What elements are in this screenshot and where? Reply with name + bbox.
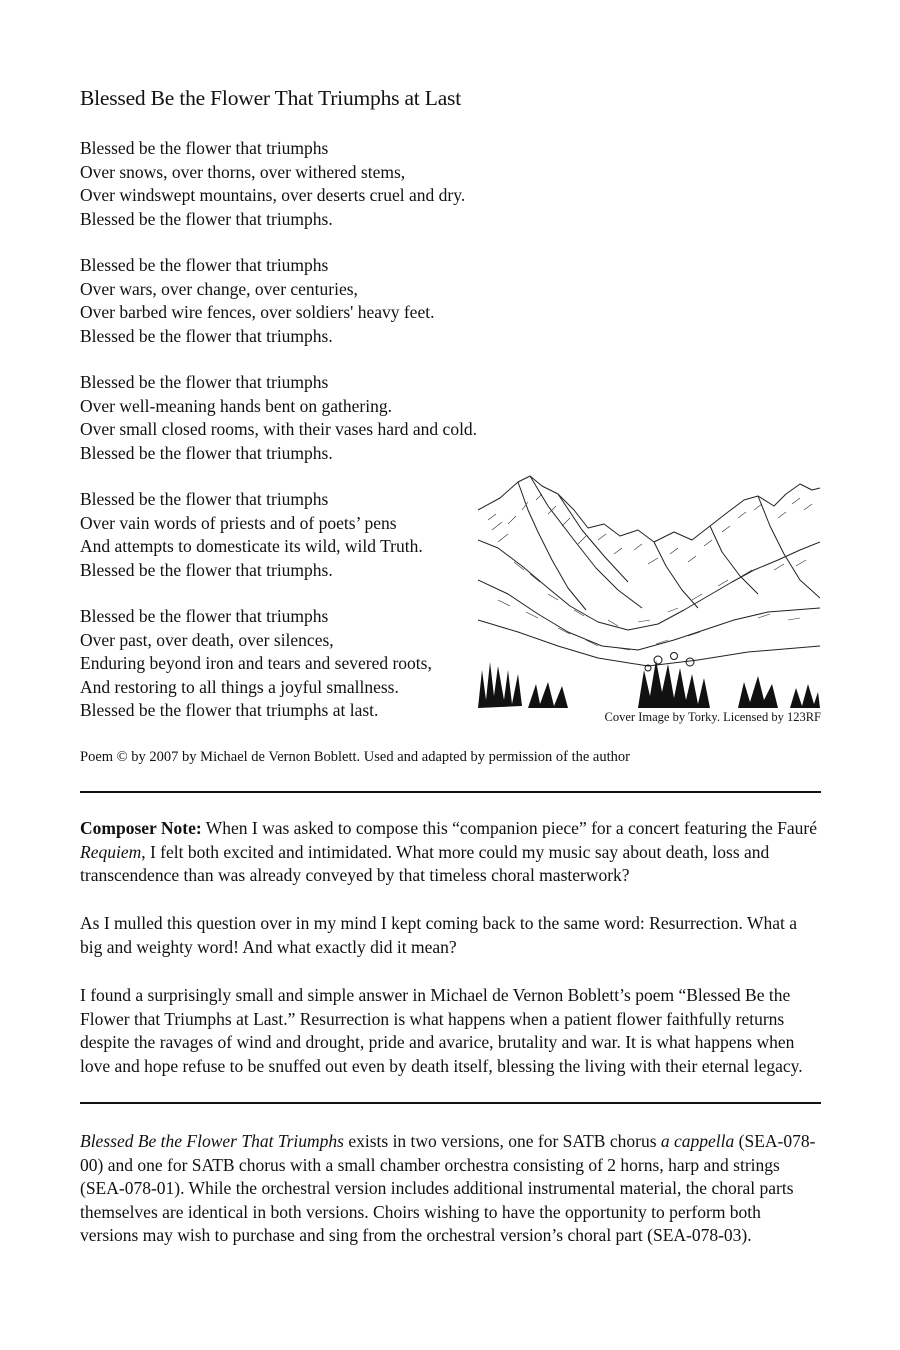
- requiem-title: Requiem: [80, 841, 142, 862]
- poem-line: And restoring to all things a joyful smallness.: [80, 676, 399, 697]
- composer-note-text: When I was asked to compose this “companion piece” for a concert featuring the Fauré: [201, 818, 818, 838]
- poem-line: Blessed be the flower that triumphs: [80, 372, 329, 392]
- image-credit: Cover Image by Torky. Licensed by 123RF: [604, 710, 821, 724]
- poem-line: Over vain words of priests and of poets’ pens: [80, 512, 397, 533]
- composer-note-label: Composer Note:: [80, 818, 202, 838]
- poem-line: Blessed be the flower that triumphs.: [80, 442, 333, 463]
- divider: [80, 791, 821, 793]
- poem-line: Over wars, over change, over centuries,: [80, 278, 358, 299]
- poem-line: Blessed be the flower that triumphs: [80, 489, 329, 509]
- poem-line: Enduring beyond iron and tears and severed roots,: [80, 653, 432, 673]
- poem-stanza-1: [80, 137, 465, 231]
- versions-paragraph: [80, 1130, 821, 1248]
- versions-text: exists in two versions, one for SATB chorus: [343, 1131, 661, 1151]
- poem-stanza-5: [80, 605, 432, 723]
- composer-note-text: , I felt both excited and intimidated. What more could my music say about death, loss and transcendence than was already conveyed by that timeless choral masterwork?: [80, 841, 770, 885]
- piece-title: Blessed Be the Flower That Triumphs: [80, 1131, 344, 1151]
- divider: [80, 1102, 821, 1104]
- composer-note-paragraph-3: I found a surprisingly small and simple answer in Michael de Vernon Boblett’s poem “Blessed Be the Flower that Triumphs at Last.” Resurrection is what happens when a patient flower faithfully returns despite the ravages of wind and drought, pride and avarice, brutality and war. It is what happens when love and hope refuse to be snuffed out even by death itself, blessing the living with their eternal legacy.: [80, 985, 803, 1076]
- composer-note-paragraph-1: [80, 817, 821, 888]
- poem-line: Over past, over death, over silences,: [80, 629, 334, 650]
- poem-stanza-3: [80, 371, 477, 465]
- poem-title: Blessed Be the Flower That Triumphs at Last: [80, 86, 461, 110]
- mountain-illustration: [478, 470, 820, 708]
- poem-copyright: Poem © by 2007 by Michael de Vernon Boblett. Used and adapted by permission of the author: [80, 749, 630, 765]
- versions-text: (SEA-078-00) and one for SATB chorus with a small chamber orchestra consisting of 2 horns, harp and strings (SEA-078-01). While the orchestral version includes additional instrumental material, the choral parts themselves are identical in both versions. Choirs wishing to have the opportunity to perform both versions may wish to purchase and sing from the orchestral version’s choral part (SEA-078-03).: [80, 1131, 816, 1245]
- poem-line: Blessed be the flower that triumphs.: [80, 325, 333, 346]
- poem-line: Over small closed rooms, with their vases hard and cold.: [80, 419, 478, 439]
- poem-line: Over well-meaning hands bent on gathering.: [80, 395, 392, 416]
- poem-line: Over windswept mountains, over deserts cruel and dry.: [80, 185, 466, 205]
- poem-line: Blessed be the flower that triumphs: [80, 606, 329, 626]
- poem-line: Blessed be the flower that triumphs.: [80, 559, 333, 580]
- poem-line: Over snows, over thorns, over withered stems,: [80, 161, 406, 182]
- a-cappella: a cappella: [660, 1131, 735, 1151]
- poem-stanza-2: [80, 254, 434, 348]
- poem-line: Blessed be the flower that triumphs: [80, 255, 329, 275]
- poem-line: Blessed be the flower that triumphs at last.: [80, 700, 379, 720]
- poem-line: Over barbed wire fences, over soldiers' heavy feet.: [80, 302, 435, 322]
- composer-note-paragraph-2: As I mulled this question over in my mind I kept coming back to the same word: Resurrection. What a big and weighty word! And what exactly did it mean?: [80, 913, 798, 957]
- poem-line: Blessed be the flower that triumphs.: [80, 208, 333, 229]
- poem-line: Blessed be the flower that triumphs: [80, 138, 329, 158]
- poem-stanza-4: [80, 488, 423, 582]
- poem-line: And attempts to domesticate its wild, wild Truth.: [80, 536, 423, 556]
